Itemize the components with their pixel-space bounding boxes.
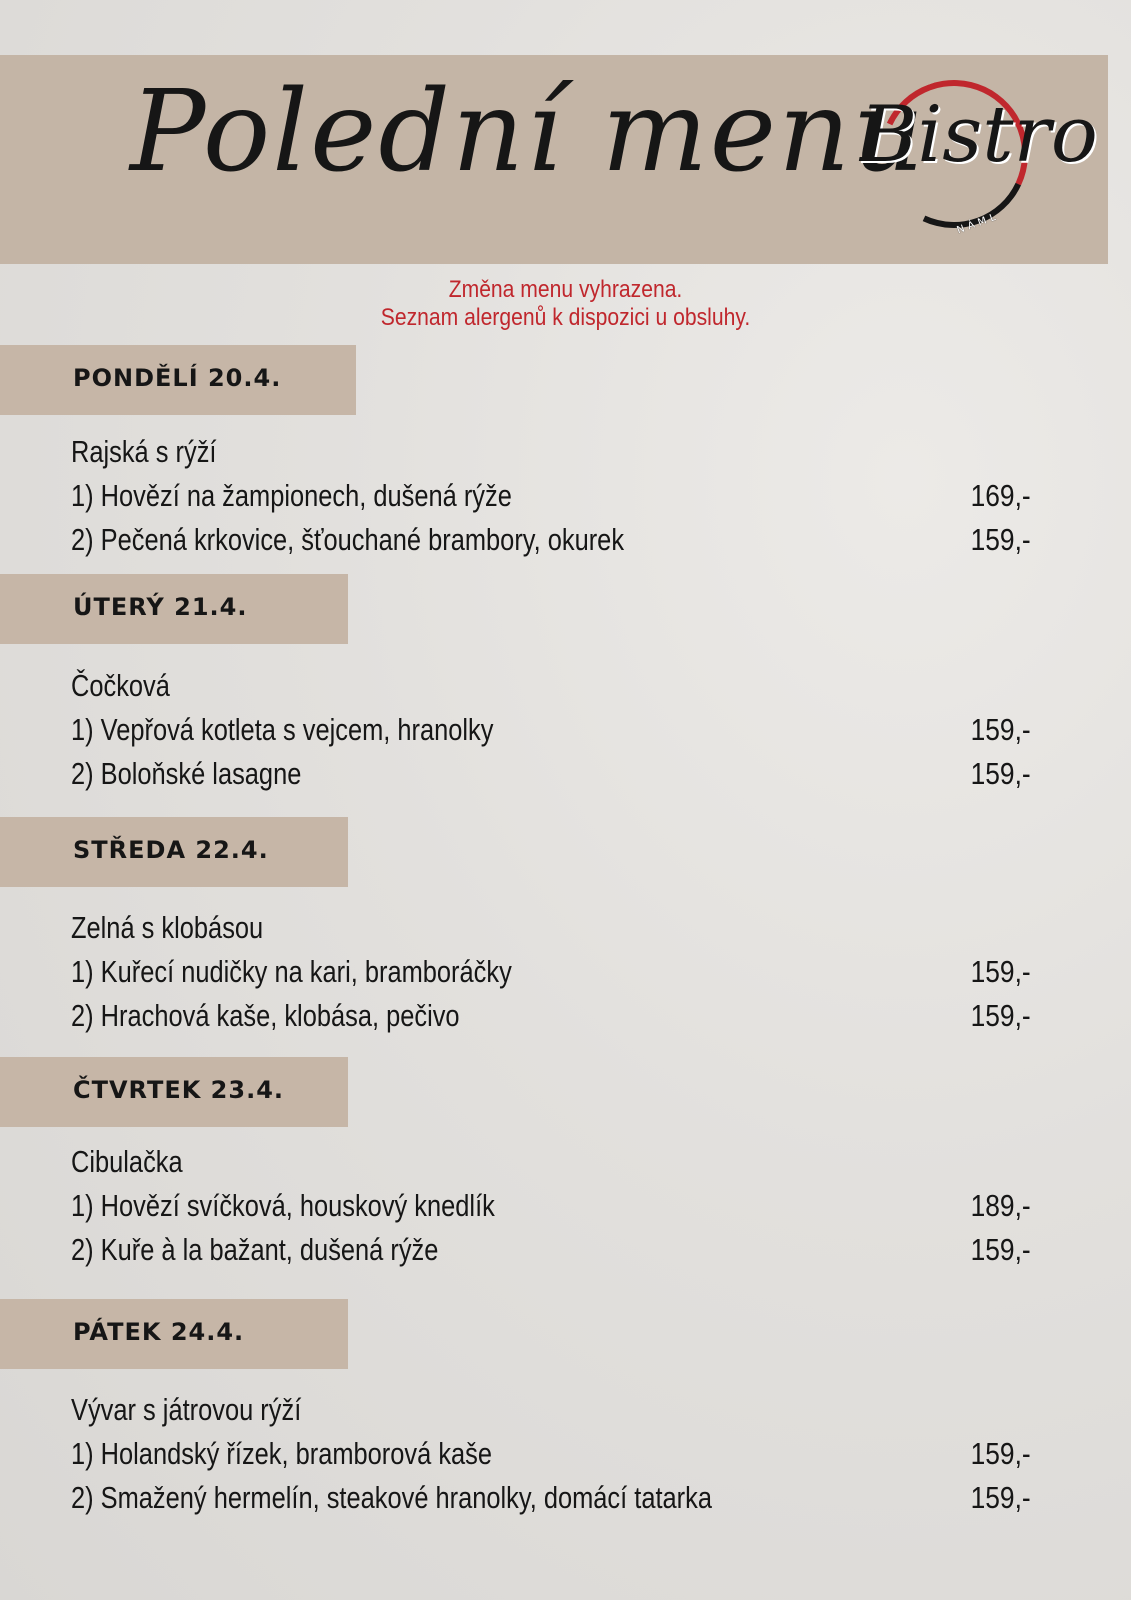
meal-price: 159,- [970,1480,1031,1515]
meal-name: 1) Kuřecí nudičky na kari, bramboráčky [71,954,512,989]
meal-row-thursday-1 [71,1184,1031,1228]
meal-row-wednesday-1 [71,950,1031,994]
logo-subtext: NÁML [955,210,1002,237]
soup-name: Cibulačka [71,1144,183,1179]
meal-name: 1) Vepřová kotleta s vejcem, hranolky [71,712,494,747]
meal-name: 2) Kuře à la bažant, dušená rýže [71,1232,439,1267]
meal-price: 189,- [970,1188,1031,1223]
menu-notice [68,276,1063,332]
meal-name: 1) Hovězí svíčková, houskový knedlík [71,1188,495,1223]
day-label-thursday: ČTVRTEK 23.4. [73,1076,285,1104]
meal-price: 159,- [970,756,1031,791]
soup-name: Čočková [71,668,170,703]
meal-row-friday-2 [71,1476,1031,1520]
meal-row-wednesday-2 [71,994,1031,1038]
meal-row-tuesday-2 [71,752,1031,796]
soup-thursday [71,1140,1031,1184]
meal-name: 1) Hovězí na žampionech, dušená rýže [71,478,512,513]
day-label-monday: PONDĚLÍ 20.4. [73,364,282,392]
meal-price: 159,- [970,1232,1031,1267]
meal-row-monday-1 [71,474,1031,518]
meal-name: 2) Smažený hermelín, steakové hranolky, domácí tatarka [71,1480,712,1515]
soup-monday [71,430,1031,474]
day-label-wednesday: STŘEDA 22.4. [73,836,269,864]
notice-allergens: Seznam alergenů k dispozici u obsluhy. [380,304,751,331]
soup-name: Zelná s klobásou [71,910,264,945]
soup-wednesday [71,906,1031,950]
meal-row-tuesday-1 [71,708,1031,752]
meal-name: 2) Pečená krkovice, šťouchané brambory, okurek [71,522,625,557]
meal-row-monday-2 [71,518,1031,562]
day-label-friday: PÁTEK 24.4. [73,1318,245,1346]
soup-name: Vývar s játrovou rýží [71,1392,302,1427]
bistro-logo [860,76,1098,246]
soup-tuesday [71,664,1031,708]
meal-name: 1) Holandský řízek, bramborová kaše [71,1436,493,1471]
day-label-tuesday: ÚTERÝ 21.4. [73,593,248,621]
meal-row-thursday-2 [71,1228,1031,1272]
meal-row-friday-1 [71,1432,1031,1476]
meal-price: 159,- [970,954,1031,989]
meal-name: 2) Hrachová kaše, klobása, pečivo [71,998,460,1033]
meal-price: 169,- [970,478,1031,513]
meal-price: 159,- [970,712,1031,747]
soup-friday [71,1388,1031,1432]
menu-title: Polední menu [130,67,927,197]
meal-name: 2) Boloňské lasagne [71,756,302,791]
logo-wordmark: Bistro [860,90,1098,180]
notice-change-reserved: Změna menu vyhrazena. [448,276,683,303]
meal-price: 159,- [970,1436,1031,1471]
meal-price: 159,- [970,998,1031,1033]
meal-price: 159,- [970,522,1031,557]
soup-name: Rajská s rýží [71,434,217,469]
